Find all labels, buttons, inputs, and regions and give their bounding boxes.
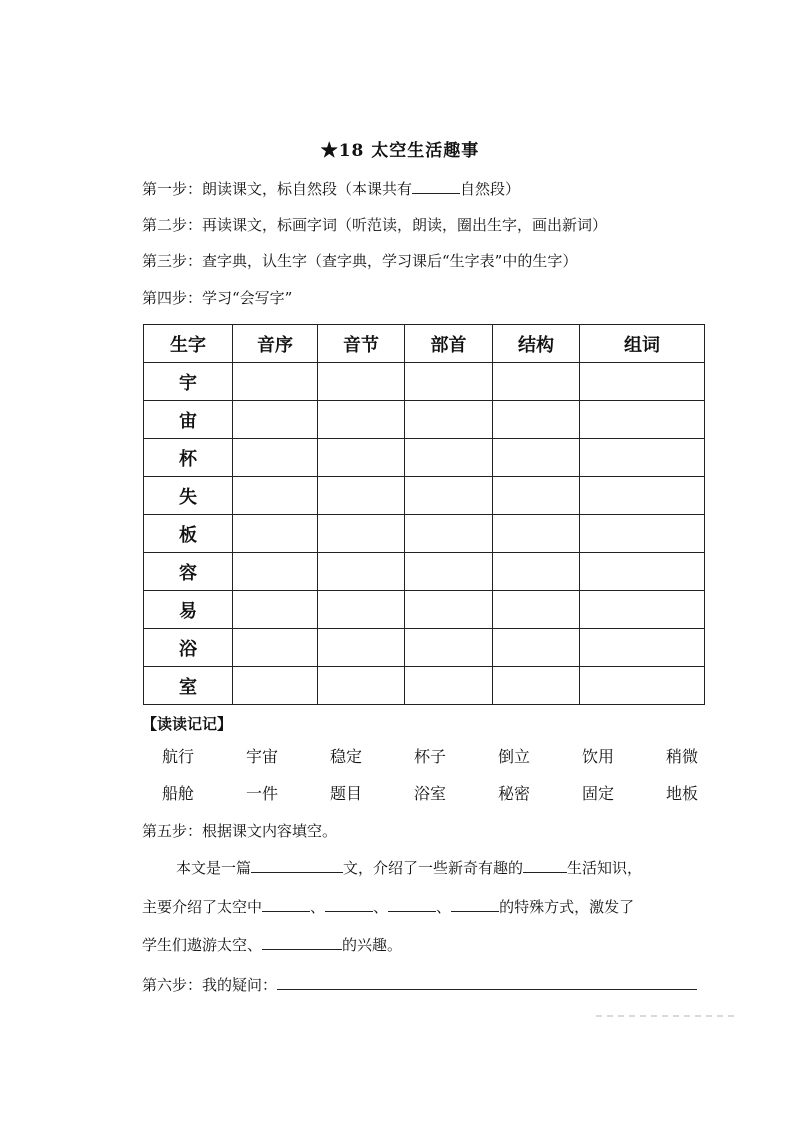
step-5-line-3 <box>142 934 402 955</box>
blank-cell[interactable] <box>493 401 580 439</box>
step-1-text-end: 自然段） <box>460 180 521 198</box>
fill-blank[interactable] <box>325 897 373 912</box>
header-cell: 音序 <box>233 325 318 363</box>
blank-cell[interactable] <box>318 363 405 401</box>
fill-blank[interactable] <box>262 935 342 950</box>
fill-text: 文，介绍了一些新奇有趣的 <box>343 859 524 877</box>
char-cell: 易 <box>144 591 233 629</box>
fill-text: 生活知识， <box>567 859 643 877</box>
fill-text: 的兴趣。 <box>342 936 403 954</box>
blank-cell[interactable] <box>580 401 705 439</box>
fill-text: 、 <box>373 898 389 916</box>
table-row <box>144 629 705 667</box>
step-1-text: 第一步：朗读课文，标自然段（本课共有 <box>142 180 413 198</box>
vocab-word: 宇宙 <box>246 747 279 766</box>
blank-cell[interactable] <box>233 515 318 553</box>
blank-cell[interactable] <box>318 439 405 477</box>
blank-cell[interactable] <box>318 667 405 705</box>
blank-cell[interactable] <box>405 477 493 515</box>
blank-cell[interactable] <box>318 515 405 553</box>
blank-cell[interactable] <box>493 515 580 553</box>
fill-blank[interactable] <box>388 897 436 912</box>
step-4: 第四步：学习“会写字” <box>142 289 293 307</box>
vocab-word: 地板 <box>666 784 699 803</box>
table-row <box>144 363 705 401</box>
vocab-word: 稍微 <box>666 747 699 766</box>
step-3: 第三步：查字典，认生字（查字典，学习课后“生字表”中的生字） <box>142 252 578 270</box>
table-row <box>144 401 705 439</box>
fill-text: 本文是一篇 <box>176 859 252 877</box>
blank-cell[interactable] <box>233 591 318 629</box>
header-cell: 音节 <box>318 325 405 363</box>
step-5-label: 第五步：根据课文内容填空。 <box>142 822 338 840</box>
blank-cell[interactable] <box>405 439 493 477</box>
fill-blank[interactable] <box>523 858 567 873</box>
step-6-label: 第六步：我的疑问： <box>142 976 278 994</box>
blank-cell[interactable] <box>493 477 580 515</box>
char-cell: 板 <box>144 515 233 553</box>
blank-cell[interactable] <box>318 401 405 439</box>
header-cell: 组词 <box>580 325 705 363</box>
vocab-word: 稳定 <box>330 747 363 766</box>
blank-cell[interactable] <box>580 591 705 629</box>
blank-cell[interactable] <box>405 401 493 439</box>
blank-cell[interactable] <box>493 591 580 629</box>
table-row <box>144 515 705 553</box>
table-row <box>144 667 705 705</box>
char-cell: 失 <box>144 477 233 515</box>
blank-cell[interactable] <box>580 363 705 401</box>
blank-cell[interactable] <box>318 477 405 515</box>
blank-cell[interactable] <box>580 667 705 705</box>
blank-cell[interactable] <box>233 363 318 401</box>
blank-cell[interactable] <box>493 363 580 401</box>
table-row <box>144 477 705 515</box>
vocab-word: 浴室 <box>414 784 447 803</box>
blank-cell[interactable] <box>405 515 493 553</box>
blank-cell[interactable] <box>318 629 405 667</box>
char-cell: 杯 <box>144 439 233 477</box>
fill-text: 学生们遨游太空、 <box>142 936 263 954</box>
table-row <box>144 439 705 477</box>
blank-cell[interactable] <box>318 591 405 629</box>
character-table <box>143 324 705 705</box>
blank-cell[interactable] <box>233 401 318 439</box>
blank-cell[interactable] <box>493 439 580 477</box>
vocab-heading: 【读读记记】 <box>142 715 233 733</box>
vocab-word: 饮用 <box>582 747 615 766</box>
step-6 <box>142 974 697 995</box>
fill-blank[interactable] <box>262 897 310 912</box>
vocab-word: 杯子 <box>414 747 447 766</box>
blank-cell[interactable] <box>405 629 493 667</box>
vocab-word: 一件 <box>246 784 279 803</box>
blank-cell[interactable] <box>580 439 705 477</box>
char-cell: 浴 <box>144 629 233 667</box>
vocab-row-2 <box>162 781 750 804</box>
fill-text: 的特殊方式，激发了 <box>499 898 635 916</box>
vocab-word: 航行 <box>162 747 195 766</box>
blank-cell[interactable] <box>580 515 705 553</box>
blank-cell[interactable] <box>580 629 705 667</box>
fill-text: 主要介绍了太空中 <box>142 898 263 916</box>
paragraph-count-blank[interactable] <box>412 179 460 194</box>
blank-cell[interactable] <box>233 553 318 591</box>
fill-blank[interactable] <box>251 858 343 873</box>
char-cell: 容 <box>144 553 233 591</box>
header-cell: 结构 <box>493 325 580 363</box>
blank-cell[interactable] <box>233 477 318 515</box>
blank-cell[interactable] <box>580 477 705 515</box>
blank-cell[interactable] <box>493 629 580 667</box>
fill-blank[interactable] <box>451 897 499 912</box>
blank-cell[interactable] <box>580 553 705 591</box>
vocab-word: 船舱 <box>162 784 195 803</box>
step-2: 第二步：再读课文，标画字词（听范读，朗读，圈出生字，画出新词） <box>142 216 608 234</box>
blank-cell[interactable] <box>233 439 318 477</box>
step-5-line-2 <box>142 896 634 917</box>
table-row <box>144 591 705 629</box>
char-cell: 宙 <box>144 401 233 439</box>
blank-cell[interactable] <box>405 591 493 629</box>
vocab-word: 固定 <box>582 784 615 803</box>
blank-cell[interactable] <box>233 629 318 667</box>
char-cell: 室 <box>144 667 233 705</box>
blank-cell[interactable] <box>405 363 493 401</box>
fill-text: 、 <box>436 898 452 916</box>
vocab-word: 倒立 <box>498 747 531 766</box>
vocab-word: 题目 <box>330 784 363 803</box>
step-5-line-1 <box>176 857 642 878</box>
faint-footer-mark <box>596 1014 736 1018</box>
blank-cell[interactable] <box>233 667 318 705</box>
question-blank[interactable] <box>277 975 697 990</box>
blank-cell[interactable] <box>493 553 580 591</box>
vocab-row-1 <box>162 744 750 767</box>
page-title: ★18 太空生活趣事 <box>320 141 480 161</box>
header-cell: 生字 <box>144 325 233 363</box>
fill-text: 、 <box>310 898 326 916</box>
table-row <box>144 553 705 591</box>
table-header-row <box>144 325 705 363</box>
step-1 <box>142 178 520 199</box>
blank-cell[interactable] <box>318 553 405 591</box>
blank-cell[interactable] <box>405 553 493 591</box>
vocab-word: 秘密 <box>498 784 531 803</box>
header-cell: 部首 <box>405 325 493 363</box>
char-cell: 宇 <box>144 363 233 401</box>
blank-cell[interactable] <box>493 667 580 705</box>
blank-cell[interactable] <box>405 667 493 705</box>
